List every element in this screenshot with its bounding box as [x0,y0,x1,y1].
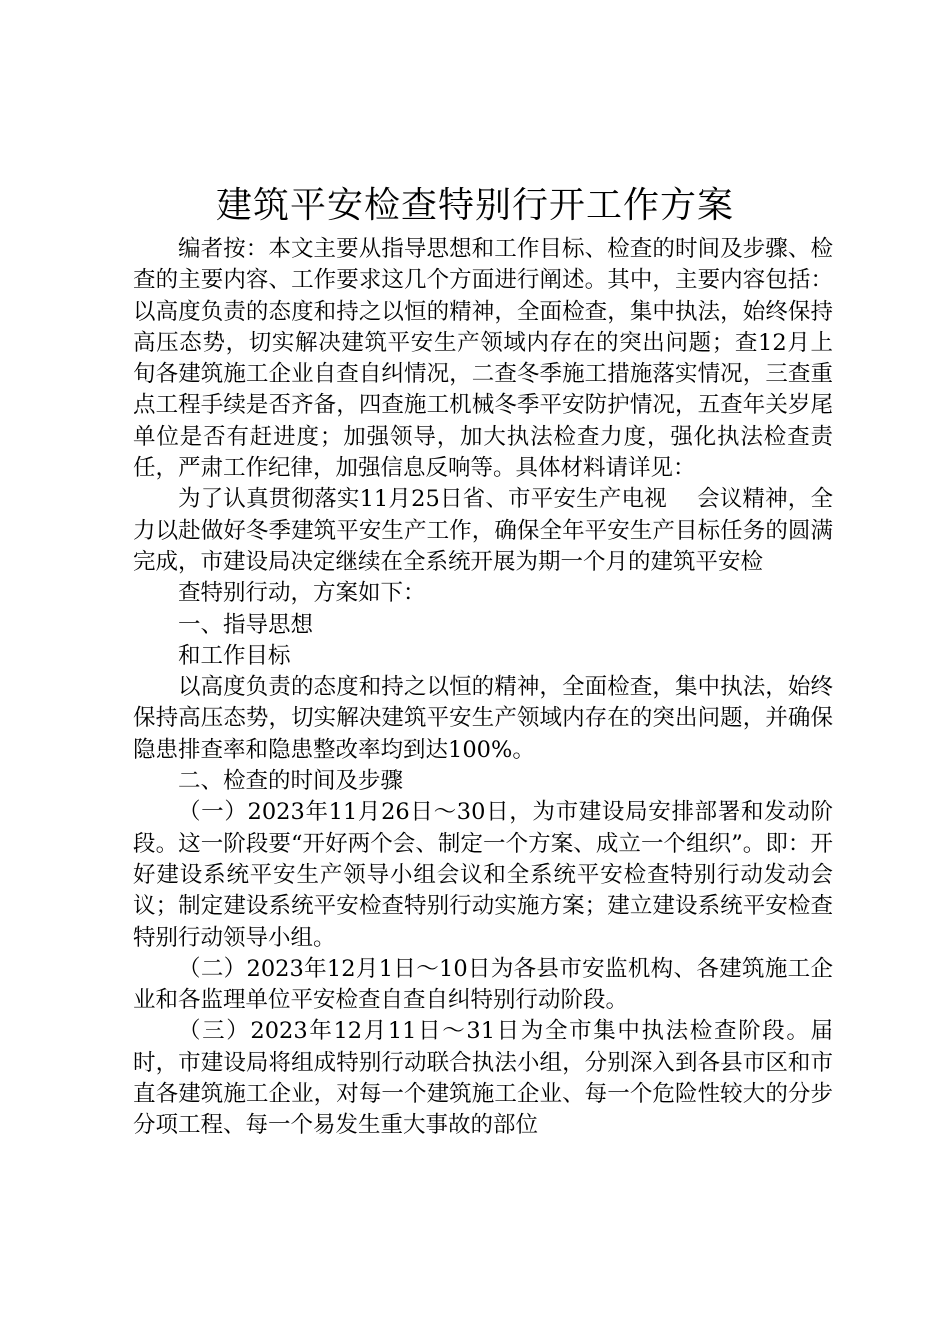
section-heading-time-steps: 二、检查的时间及步骤 [178,768,404,795]
paragraph-step-one: （一）2023年11月26日～30日，为市建设局安排部署和发动阶段。这一阶段要“开好两个会、制定一个方案、成立一个组织”。即：开好建设系统平安生产领导小组会议和全系统平安检查特别行动发动会议；制定建设系统平安检查特别行动实施方案；建立建设系统平安检查特别行动领导小组。 [133,799,833,951]
section-heading-guiding-thought: 一、指导思想 [178,611,314,638]
document-body [133,234,833,1142]
document-title: 建筑平安检查特别行开工作方案 [215,185,734,226]
paragraph-guiding-thought: 以高度负责的态度和持之以恒的精神，全面检查，集中执法，始终保持高压态势，切实解决建筑平安生产领域内存在的突出问题，并确保隐患排查率和隐患整改率均到达100%。 [133,674,833,763]
paragraph-intro-continued: 查特别行动，方案如下： [178,580,426,607]
section-heading-work-goal: 和工作目标 [178,642,291,669]
paragraph-editor-note: 编者按：本文主要从指导思想和工作目标、检查的时间及步骤、检查的主要内容、工作要求这几个方面进行阐述。其中，主要内容包括：以高度负责的态度和持之以恒的精神，全面检查，集中执法，始终保持高压态势，切实解决建筑平安生产领域内存在的突出问题；查12月上旬各建筑施工企业自查自纠情况，二查冬季施工措施落实情况，三查重点工程手续是否齐备，四查施工机械冬季平安防护情况，五查年关岁尾单位是否有赶进度；加强领导，加大执法检查力度，强化执法检查责任，严肃工作纪律，加强信息反响等。具体材料请详见： [133,236,833,482]
paragraph-step-three: （三）2023年12月11日～31日为全市集中执法检查阶段。届时，市建设局将组成特别行动联合执法小组，分别深入到各县市区和市直各建筑施工企业，对每一个建筑施工企业、每一个危险性较大的分步分项工程、每一个易发生重大事故的部位 [133,1018,833,1139]
paragraph-step-two: （二）2023年12月1日～10日为各县市安监机构、各建筑施工企业和各监理单位平安检查自查自纠特别行动阶段。 [133,955,833,1014]
paragraph-intro: 为了认真贯彻落实11月25日省、市平安生产电视 会议精神，全力以赴做好冬季建筑平安生产工作，确保全年平安生产目标任务的圆满完成，市建设局决定继续在全系统开展为期一个月的建筑平安检 [133,486,833,575]
